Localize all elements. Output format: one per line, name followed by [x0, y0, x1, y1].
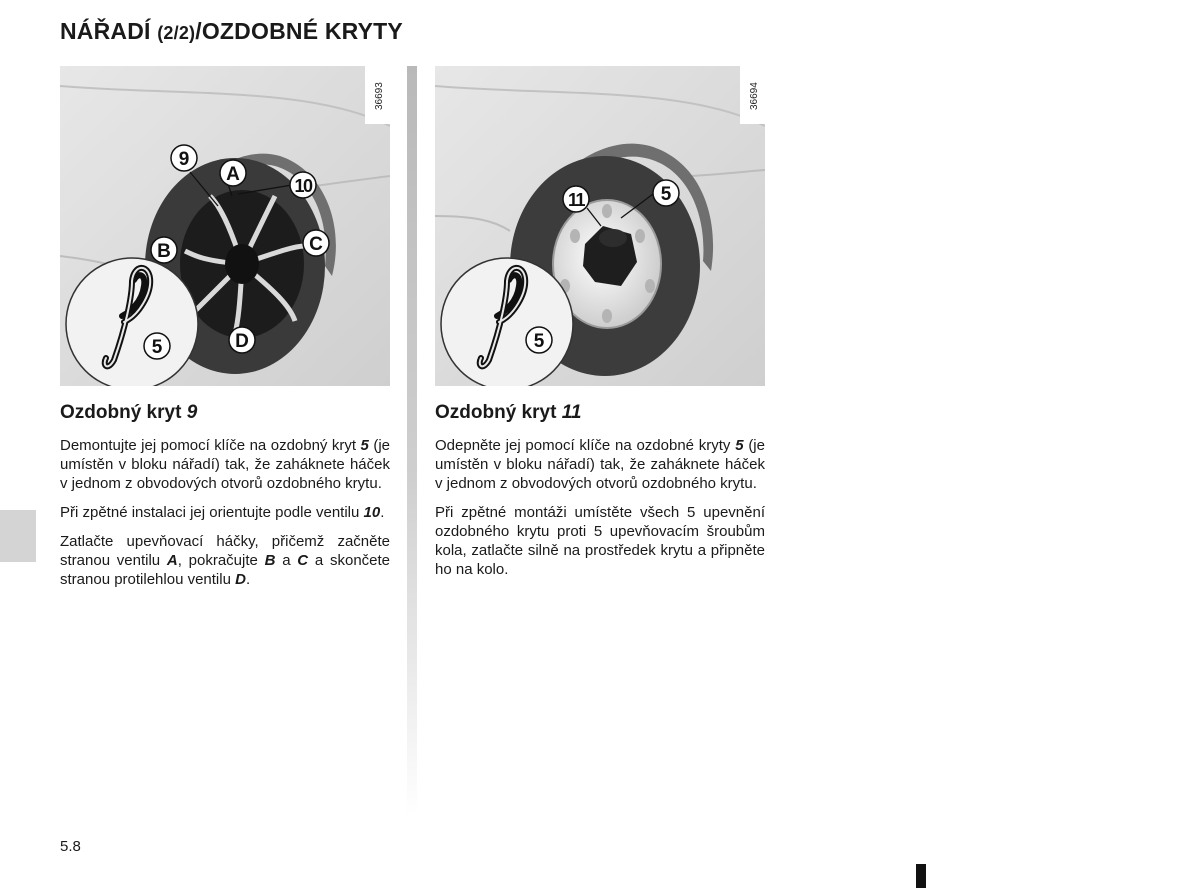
- page-title-rest: /OZDOBNÉ KRYTY: [195, 18, 403, 44]
- section-wheel-cover-9: [60, 402, 390, 599]
- paragraph-remove: Demontujte jej pomocí klíče na ozdobný kryt 5 (je umístěn v bloku nářadí) tak, že zaháknete háček v jednom z obvodových otvorů ozdobného krytu.: [60, 437, 390, 492]
- section-heading: Ozdobný kryt 9: [60, 402, 198, 423]
- callout-A: [220, 160, 246, 186]
- paragraph-press-clips: Zatlačte upevňovací háčky, přičemž začněte stranou ventilu A, pokračujte B a C a skončete stranou protilehlou ventilu D.: [60, 533, 391, 588]
- callout-5-wheel: [653, 180, 679, 206]
- svg-text:A: A: [226, 164, 240, 185]
- callout-9: [171, 145, 197, 171]
- callout-B: [151, 237, 177, 263]
- callout-D: [229, 327, 255, 353]
- svg-text:D: D: [235, 331, 249, 352]
- svg-text:B: B: [157, 241, 171, 262]
- paragraph-refit: Při zpětné montáži umístěte všech 5 upevnění ozdobného krytu proti 5 upevňovacím šroubům kola, zatlačte silně na prostředek krytu a připněte ho na kolo.: [435, 504, 765, 578]
- page-title-counter: (2/2): [157, 23, 196, 43]
- paragraph-remove: Odepněte jej pomocí klíče na ozdobné kryty 5 (je umístěn v bloku nářadí) tak, že zaháknete háček v jednom z obvodových otvorů ozdobného krytu.: [435, 437, 765, 492]
- svg-text:C: C: [309, 234, 323, 255]
- figure-ref-number: 36693: [374, 82, 385, 110]
- section-wheel-cover-11: [435, 402, 765, 589]
- svg-text:5: 5: [533, 331, 545, 352]
- wheel-cover-11-illustration: [435, 66, 765, 386]
- svg-text:10: 10: [294, 176, 312, 196]
- figure-ref-number: 36694: [749, 82, 760, 110]
- figure-wheel-cover-11: [435, 66, 765, 386]
- callout-11: [563, 186, 589, 212]
- callout-C: [303, 230, 329, 256]
- wheel-cover-9-illustration: [60, 66, 390, 386]
- figure-wheel-cover-9: [60, 66, 390, 386]
- svg-text:11: 11: [567, 190, 585, 210]
- callout-5-tool: [526, 327, 552, 353]
- column-divider: [407, 66, 417, 816]
- svg-text:9: 9: [178, 149, 190, 170]
- svg-text:5: 5: [660, 184, 672, 205]
- chapter-tab: [0, 510, 36, 562]
- paragraph-refit: Při zpětné instalaci jej orientujte podle ventilu 10.: [60, 504, 385, 521]
- page-title-main: NÁŘADÍ: [60, 18, 158, 44]
- callout-10: [290, 172, 316, 198]
- page-edge-mark: [916, 864, 926, 888]
- svg-text:5: 5: [151, 337, 163, 358]
- page-number: 5.8: [60, 838, 81, 855]
- page-title: [60, 18, 403, 45]
- callout-5: [144, 333, 170, 359]
- section-heading: Ozdobný kryt 11: [435, 402, 582, 423]
